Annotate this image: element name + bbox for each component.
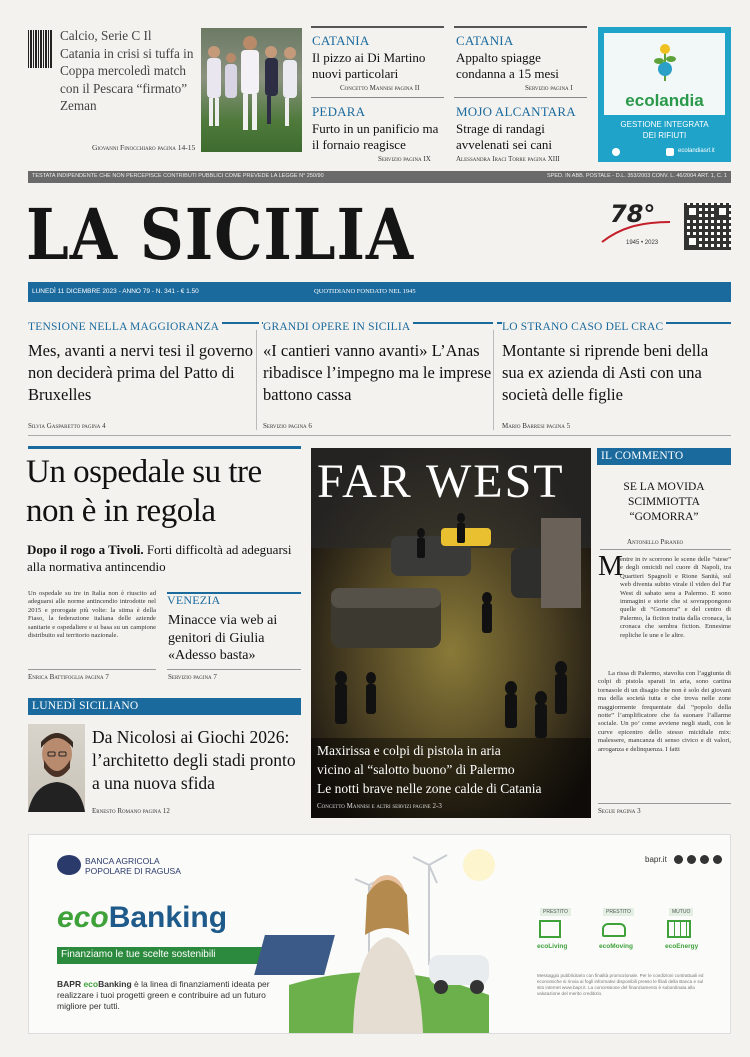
bapr-ad[interactable] — [28, 834, 731, 1034]
row1-title-1[interactable]: Mes, avanti a nervi tesi il governo non deciderà prima del Patto di Bruxelles — [28, 341, 253, 404]
commento-byline: Segue pagina 3 — [598, 807, 641, 815]
solar-panel-icon — [667, 920, 691, 938]
architect-photo — [28, 724, 85, 812]
product-1: ecoLiving — [537, 943, 568, 950]
football-photo — [201, 28, 302, 152]
row1-byline-1: Silvia Gasparetto pagina 4 — [28, 422, 106, 430]
farwest-caption1: Maxirissa e colpi di pistola in aria — [317, 743, 501, 758]
ad-url[interactable]: bapr.it — [645, 855, 667, 864]
farwest-byline: Concetto Mannisi e altri servizi pagine 2-3 — [317, 802, 442, 810]
row1-kicker-3: LO STRANO CASO DEL CRAC — [502, 321, 666, 333]
lunedi-band — [28, 698, 301, 715]
box-divider — [454, 26, 587, 28]
lead-sub-bold: Dopo il rogo a Tivoli. — [27, 542, 144, 557]
box2-byline: Servizio pagina I — [525, 84, 573, 92]
facebook-icon — [612, 148, 620, 156]
row1-kicker-1: TENSIONE NELLA MAGGIORANZA — [28, 321, 222, 333]
masthead-title: LA SICILIA — [26, 193, 414, 276]
lunedi-title[interactable]: Da Nicolosi ai Giochi 2026: l’architetto degli stadi pronto a una nuova sfida — [92, 727, 296, 793]
box4-byline: Alessandra Iraci Torre pagina XIII — [456, 155, 560, 163]
farwest-photo[interactable] — [311, 448, 591, 818]
ecolandia-ad[interactable] — [598, 27, 731, 162]
house-icon — [539, 920, 561, 938]
row1-title-2[interactable]: «I cantieri vanno avanti» L’Anas ribadisce l’impegno ma le imprese battono cassa — [263, 341, 492, 404]
product-tag-3: MUTUO — [669, 908, 693, 916]
commento-kicker: IL COMMENTO — [601, 450, 684, 462]
dateline-left: LUNEDÌ 11 DICEMBRE 2023 - ANNO 79 - N. 341 - € 1.50 — [32, 288, 199, 295]
teaser-text[interactable]: Calcio, Serie C Il Catania in crisi si tuffa in Coppa mercoledì match con il Pescara “firmato” Zeman — [60, 28, 194, 113]
teaser-byline: Giovanni Finocchiaro pagina 14-15 — [92, 143, 196, 152]
commento-body1[interactable]: entre in tv scorrono le scene delle “stese” e degli omicidi nel cuore di Napoli, tra Quartieri Spagnoli e Rione Sanità, sul web diventa subito virale il video del Far West di sabato sera a Palermo. E sono immagini e storie che si sovrappongono quelle di “Gomorra” e del centro di Palermo, la fiction tratta dalla cronaca, la cronaca che sembra fiction. Ennesime repliche le une e le altre. — [620, 556, 731, 639]
commento-dropcap: M — [598, 551, 623, 582]
lead-byline: Enrica Battifoglia pagina 7 — [28, 673, 109, 681]
ad-description: BAPR ecoBanking è la linea di finanziamenti ideata per realizzare i tuoi progetti green e contribuire ad un futuro migliore per tutti. — [57, 979, 270, 1011]
box1-kicker: CATANIA — [312, 33, 370, 48]
plant-icon — [652, 41, 678, 85]
row1-byline-2: Servizio pagina 6 — [263, 422, 312, 430]
qr-code[interactable] — [684, 203, 731, 250]
lunedi-kicker: LUNEDÌ SICILIANO — [32, 700, 139, 712]
row1-title-3[interactable]: Montante si riprende beni della sua ex azienda di Asti con una società delle figlie — [502, 341, 709, 404]
commento-body1-cont — [598, 602, 731, 668]
commento-title[interactable]: SE LA MOVIDA SCIMMIOTTA “GOMORRA” — [623, 481, 705, 523]
commento-body2[interactable]: La rissa di Palermo, stavolta con l’aggiunta di colpi di pistola sparati in aria, sono cartina tornasole di un disagio che non è solo dei giovani ma della società tutta e che trova nelle zone maggiormente frequentate dal “popolo della notte” l’amplificatore che fa suonare l’allarme sociale. Un po’ come avviene negli stadi, con le curve epicentro dello stesso micidiale mix: malessere, mancanza di senso civico e di valori, arroganza e delinquenza. I fatti — [598, 670, 731, 753]
product-tag-2: PRESTITO — [603, 908, 634, 916]
dateline-band — [28, 282, 731, 302]
lead-sub-rest: Forti difficoltà ad adeguarsi alla normativa antincendio — [27, 542, 292, 574]
barcode — [28, 30, 52, 68]
lead-body[interactable]: Un ospedale su tre in Italia non è riuscito ad adeguarsi alle norme antincendio introdotte nel 2015 e prorogate più volte: la stima è della Fiaso, la federazione italiana delle aziende sanitarie e ospedaliere e si basa su un campione distribuito sul territorio nazionale. — [28, 590, 156, 640]
venezia-title[interactable]: Minacce via web ai genitori di Giulia «Adesso basta» — [168, 613, 278, 663]
social-icons — [674, 855, 726, 865]
ecolandia-site: ecolandiasrl.it — [678, 148, 715, 154]
ecolandia-line1: GESTIONE INTEGRATA — [620, 120, 709, 129]
bank-name-2: POPOLARE DI RAGUSA — [85, 866, 181, 876]
legal-strip: TESTATA INDIPENDENTE CHE NON PERCEPISCE CONTRIBUTI PUBBLICI COME PREVEDE LA LEGGE N° 250/90 SPED. IN ABB. POSTALE - D.L. 353/2003 CONV. L. 46/2004 ART. 1, C. 1 — [28, 171, 731, 183]
ad-illustration — [289, 845, 489, 1033]
ad-disclaimer: Messaggio pubblicitario con finalità promozionale. Per le condizioni contrattuali ed economiche si rinvia ai fogli informativi disponibili presso le filiali della Banca e sul sito internet www.bapr.it. La concessione del finanziamento è subordinata alla valutazione del merito creditizio. — [537, 973, 704, 996]
bank-logo-icon — [57, 855, 81, 875]
ecolandia-line2: DEI RIFIUTI — [642, 131, 687, 140]
dateline-center: QUOTIDIANO FONDATO NEL 1945 — [314, 288, 416, 295]
box2-title[interactable]: Appalto spiagge condanna a 15 mesi — [456, 50, 559, 81]
product-3: ecoEnergy — [665, 943, 699, 950]
lead-title[interactable]: Un ospedale su tre non è in regola — [26, 454, 262, 529]
venezia-byline: Servizio pagina 7 — [168, 673, 217, 681]
farwest-title: FAR WEST — [317, 455, 565, 508]
box4-kicker: MOJO ALCANTARA — [456, 104, 576, 119]
box2-kicker: CATANIA — [456, 33, 514, 48]
bank-name-1: BANCA AGRICOLA — [85, 856, 160, 866]
box-divider — [454, 97, 587, 98]
box-divider — [311, 26, 444, 28]
ecolandia-logo: ecolandia — [625, 91, 704, 110]
box3-kicker: PEDARA — [312, 104, 366, 119]
anniversary-logo: 78° 1945 • 2023 — [600, 200, 675, 252]
farwest-caption2: vicino al “salotto buono” di Palermo — [317, 762, 515, 777]
box4-title[interactable]: Strage di randagi avvelenati sei cani — [456, 121, 553, 152]
car-icon — [602, 923, 626, 937]
commento-band — [597, 448, 731, 465]
box1-title[interactable]: Il pizzo ai Di Martino nuovi particolari — [312, 50, 426, 81]
lunedi-byline: Ernesto Romano pagina 12 — [92, 807, 170, 815]
instagram-icon — [666, 148, 674, 156]
row1-kicker-2: GRANDI OPERE IN SICILIA — [263, 321, 413, 333]
lead-sub — [27, 541, 309, 575]
row1-byline-3: Mario Barresi pagina 5 — [502, 422, 571, 430]
product-tag-1: PRESTITO — [540, 908, 571, 916]
commento-author: Antonello Piraneo — [627, 538, 684, 546]
box1-byline: Concetto Mannisi pagina II — [340, 84, 420, 92]
product-2: ecoMoving — [599, 943, 633, 950]
ad-tagline: Finanziamo le tue scelte sostenibili — [57, 947, 279, 964]
box3-byline: Servizio pagina IX — [378, 155, 431, 163]
box-divider — [311, 97, 444, 98]
box3-title[interactable]: Furto in un panificio ma il fornaio reagisce — [312, 121, 439, 152]
farwest-caption3: Le notti brave nelle zone calde di Catania — [317, 781, 542, 796]
venezia-kicker: VENEZIA — [167, 593, 221, 607]
ecobanking-logo: ecoBanking — [57, 901, 228, 934]
